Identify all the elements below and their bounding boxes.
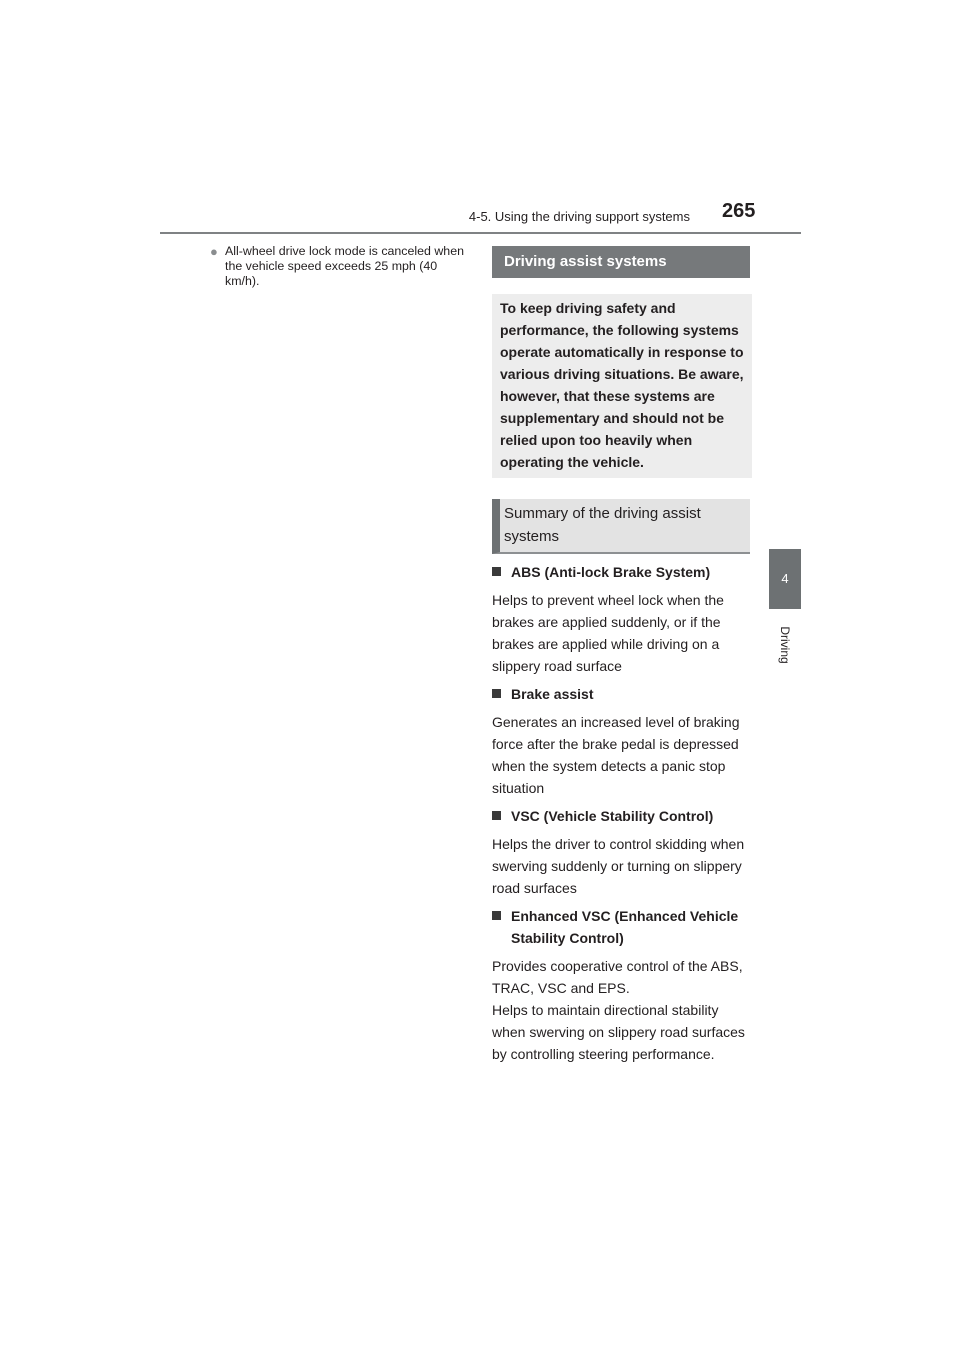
header-divider: [160, 232, 801, 234]
intro-box: To keep driving safety and performance, the following systems operate automatically in response to various driving situations. Be aware, however, that these systems are supplementary and should not be relied upon too heavily when operating the vehicle.: [492, 294, 752, 478]
list-item-desc: Helps the driver to control skidding when swerving suddenly or turning on slippery road surfaces: [492, 836, 745, 896]
square-bullet-icon: [492, 911, 501, 920]
list-item-title: [492, 905, 750, 949]
list-item-desc: Generates an increased level of braking force after the brake pedal is depressed when the system detects a panic stop situation: [492, 714, 740, 796]
note-bullet: [210, 244, 472, 289]
page-number: 265: [722, 200, 756, 222]
subsection-heading: Summary of the driving assist systems: [492, 499, 750, 554]
list-item-desc-extra: Helps to maintain directional stability when swerving on slippery road surfaces by controlling steering performance.: [492, 1002, 745, 1062]
item-title-text: Brake assist: [511, 686, 594, 702]
item-title-text: Enhanced VSC (Enhanced Vehicle Stability Control): [511, 908, 739, 946]
systems-list: [492, 561, 750, 1071]
item-title-text: ABS (Anti-lock Brake System): [511, 564, 711, 580]
chapter-label: Driving: [778, 626, 792, 664]
square-bullet-icon: [492, 811, 501, 820]
note-text: All-wheel drive lock mode is canceled when the vehicle speed exceeds 25 mph (40 km/h).: [225, 244, 464, 288]
bullet-circle-icon: ●: [210, 244, 218, 259]
list-item-title: [492, 561, 750, 583]
list-item-desc: Helps to prevent wheel lock when the brakes are applied suddenly, or if the brakes are applied while driving on a slippery road surface: [492, 592, 724, 674]
list-item-title: [492, 683, 750, 705]
chapter-tab: 4: [769, 549, 801, 609]
item-title-text: VSC (Vehicle Stability Control): [511, 808, 714, 824]
square-bullet-icon: [492, 689, 501, 698]
section-heading: Driving assist systems: [492, 246, 750, 278]
list-item-title: [492, 805, 750, 827]
square-bullet-icon: [492, 567, 501, 576]
section-title: 4-5. Using the driving support systems: [468, 209, 690, 224]
list-item-desc: Provides cooperative control of the ABS, TRAC, VSC and EPS.: [492, 958, 743, 996]
